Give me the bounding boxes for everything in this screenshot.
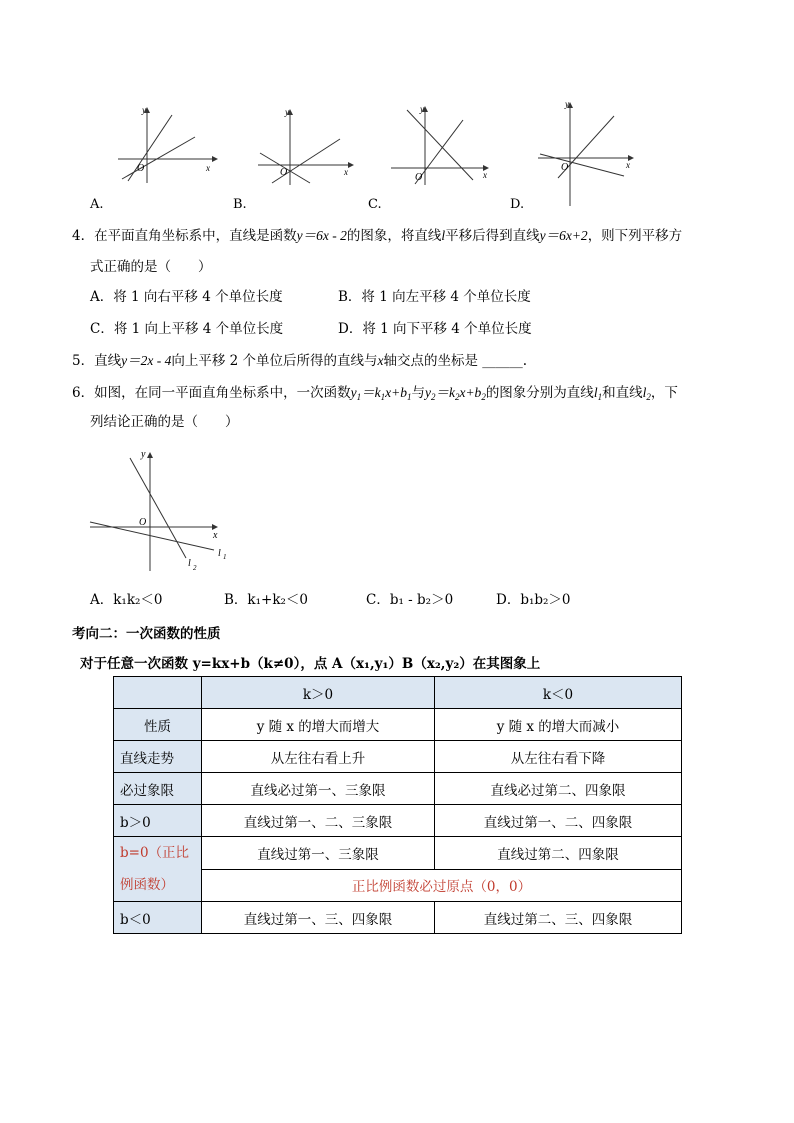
table-row	[114, 837, 682, 870]
table-cell: 从左往右看下降	[435, 741, 682, 773]
graph-a-y-label: y	[142, 105, 146, 115]
graph-d-x-label: x	[626, 160, 630, 170]
graph-c	[385, 100, 495, 185]
table-cell: 从左往右看上升	[202, 741, 435, 773]
graph-d-y-label: y	[565, 99, 569, 109]
row-label-proportional: b=0（正比例函数）	[114, 837, 202, 902]
table-cell: y 随 x 的增大而减小	[435, 709, 682, 741]
q6-option-b: B．k₁+k₂＜0	[224, 592, 309, 608]
graph-b-origin-label: O	[280, 167, 288, 178]
graph-d-option-label: D.	[510, 197, 525, 212]
graph-a-x-label: x	[206, 163, 210, 173]
graph-c-y-label: y	[420, 104, 424, 114]
question-6-stem-cont: 列结论正确的是（ ）	[90, 414, 239, 430]
row-label: b＞0	[114, 805, 202, 837]
q5-blank: ______	[482, 353, 523, 369]
graph-b-x-label: x	[344, 167, 348, 177]
q6-l1-label: l	[218, 548, 221, 559]
properties-table	[113, 676, 682, 934]
table-row	[114, 773, 682, 805]
q6-option-c: C．b₁ - b₂＞0	[366, 592, 454, 608]
q6-figure	[88, 446, 238, 576]
table-cell: 直线必过第一、三象限	[202, 773, 435, 805]
q6-y-label: y	[141, 449, 146, 460]
graph-c-x-label: x	[483, 170, 487, 180]
table-header-row	[114, 677, 682, 709]
graph-b-option-label: B.	[233, 197, 247, 212]
q6-option-a: A．k₁k₂＜0	[90, 592, 163, 608]
q4-eq1: y＝6x - 2	[296, 228, 347, 243]
table-header-cell: k＞0	[202, 677, 435, 709]
question-6-stem: 6．如图，在同一平面直角坐标系中，一次函数$y_1=k_1x+b_1$与$y_2=k_2x+b_2$的图象分别为直线$l_1$和直线$l_2$，下	[72, 385, 678, 402]
row-label: 性质	[114, 709, 202, 741]
table-cell: y 随 x 的增大而增大	[202, 709, 435, 741]
q4-option-a: A．将 1 向右平移 4 个单位长度	[90, 289, 283, 305]
graph-c-option-label: C.	[368, 197, 382, 212]
table-row	[114, 709, 682, 741]
q4-option-b: B．将 1 向左平移 4 个单位长度	[338, 289, 531, 305]
question-4-stem-cont: 式正确的是（ ）	[90, 259, 212, 275]
q6-origin-label: O	[139, 517, 147, 528]
q6-l2-sub: 2	[193, 564, 197, 572]
q6-l2-label: l	[188, 558, 191, 569]
table-cell: 直线过第一、二、四象限	[435, 805, 682, 837]
graph-a-option-label: A.	[90, 197, 104, 212]
section-title: 考向二：一次函数的性质	[72, 626, 221, 642]
graph-c-origin-label: O	[415, 172, 423, 183]
q4-option-c: C．将 1 向上平移 4 个单位长度	[90, 321, 284, 337]
table-merged-cell: 正比例函数必过原点（0，0）	[202, 869, 682, 902]
table-cell: 直线过第二、三、四象限	[435, 902, 682, 934]
q6-x-label: x	[213, 530, 218, 541]
table-header-cell: k＜0	[435, 677, 682, 709]
question-5: 5．直线y＝2x - 4向上平移 2 个单位后所得的直线与x轴交点的坐标是 ______.	[72, 353, 528, 369]
row-label: b＜0	[114, 902, 202, 934]
graph-b	[252, 105, 362, 185]
q6-option-d: D．b₁b₂＞0	[496, 592, 571, 608]
q5-eq: y＝2x - 4	[121, 353, 172, 368]
graph-d-origin-label: O	[561, 162, 569, 173]
q4-eq2: y＝6x+2	[539, 228, 588, 243]
table-row	[114, 902, 682, 934]
graph-a	[110, 105, 220, 185]
table-cell: 直线必过第二、四象限	[435, 773, 682, 805]
table-cell: 直线过第二、四象限	[435, 837, 682, 870]
section-intro: 对于任意一次函数 y=kx+b（k≠0），点 A（x₁,y₁）B（x₂,y₂）在其图象上	[80, 656, 541, 672]
table-cell: 直线过第一、三象限	[202, 837, 435, 870]
table-cell: 直线过第一、三、四象限	[202, 902, 435, 934]
table-cell: 直线过第一、二、三象限	[202, 805, 435, 837]
q6-l1-sub: 1	[223, 553, 227, 561]
graph-d	[532, 98, 642, 208]
row-label: 必过象限	[114, 773, 202, 805]
table-row	[114, 805, 682, 837]
table-header-cell	[114, 677, 202, 709]
question-4-stem: 4．在平面直角坐标系中，直线是函数y＝6x - 2的图象，将直线l平移后得到直线y＝6x+2，则下列平移方	[72, 228, 683, 244]
q4-option-d: D．将 1 向下平移 4 个单位长度	[338, 321, 532, 337]
graph-a-origin-label: O	[137, 163, 145, 174]
row-label: 直线走势	[114, 741, 202, 773]
table-row	[114, 741, 682, 773]
graph-b-y-label: y	[285, 107, 289, 117]
